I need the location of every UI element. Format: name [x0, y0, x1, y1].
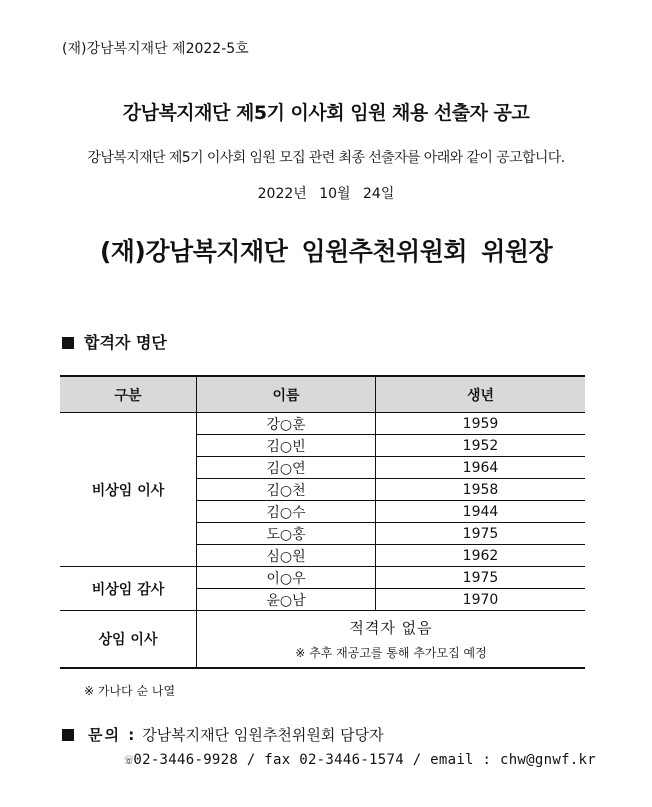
table-row: [60, 413, 585, 435]
intro-text: 강남복지재단 제5기 이사회 임원 모집 관련 최종 선출자를 아래와 같이 공고합니다.: [87, 150, 565, 166]
notice-number: (재)강남복지재단 제2022-5호: [62, 41, 249, 57]
year-cell: 1975: [376, 523, 586, 545]
category-cell: 비상임 이사: [60, 413, 197, 567]
header-category: 구분: [60, 376, 197, 413]
section-title: 합격자 명단: [84, 333, 167, 352]
page-title: 강남복지재단 제5기 이사회 임원 채용 선출자 공고: [122, 102, 530, 124]
contact-line: [62, 724, 384, 745]
square-bullet-icon: [62, 337, 74, 349]
name-cell: 이○우: [197, 567, 376, 589]
notice-date: 2022년 10월 24일: [257, 186, 395, 202]
contact-text: 강남복지재단 임원추천위원회 담당자: [142, 726, 384, 744]
name-cell: 김○수: [197, 501, 376, 523]
name-cell: 김○빈: [197, 435, 376, 457]
category-cell: 비상임 감사: [60, 567, 197, 611]
header-year: 생년: [376, 376, 586, 413]
name-cell: 강○훈: [197, 413, 376, 435]
header-name: 이름: [197, 376, 376, 413]
contact-label: 문의 :: [88, 726, 137, 744]
year-cell: 1958: [376, 479, 586, 501]
year-cell: 1962: [376, 545, 586, 567]
table-header-row: [60, 376, 585, 413]
re-recruit-note: ※ 추후 재공고를 통해 추가모집 예정: [295, 646, 487, 660]
signer-title: (재)강남복지재단 임원추천위원회 위원장: [99, 237, 553, 266]
year-cell: 1964: [376, 457, 586, 479]
square-bullet-icon: [62, 729, 74, 741]
year-cell: 1959: [376, 413, 586, 435]
name-cell: 김○연: [197, 457, 376, 479]
table-row: [60, 611, 585, 669]
name-cell: 윤○남: [197, 589, 376, 611]
name-cell: 김○천: [197, 479, 376, 501]
name-cell: 도○홍: [197, 523, 376, 545]
year-cell: 1952: [376, 435, 586, 457]
year-cell: 1975: [376, 567, 586, 589]
table-row: [60, 567, 585, 589]
category-cell: 상임 이사: [60, 611, 197, 669]
year-cell: 1944: [376, 501, 586, 523]
order-note: ※ 가나다 순 나열: [84, 684, 176, 698]
results-table: [60, 375, 585, 669]
section-heading: [62, 330, 167, 353]
contact-details: ☏02-3446-9928 / fax 02-3446-1574 / email : chw@gnwf.kr: [124, 752, 596, 768]
year-cell: 1970: [376, 589, 586, 611]
name-cell: 심○원: [197, 545, 376, 567]
no-candidate-text: 적격자 없음: [349, 619, 433, 637]
no-candidate-cell: [197, 611, 586, 669]
